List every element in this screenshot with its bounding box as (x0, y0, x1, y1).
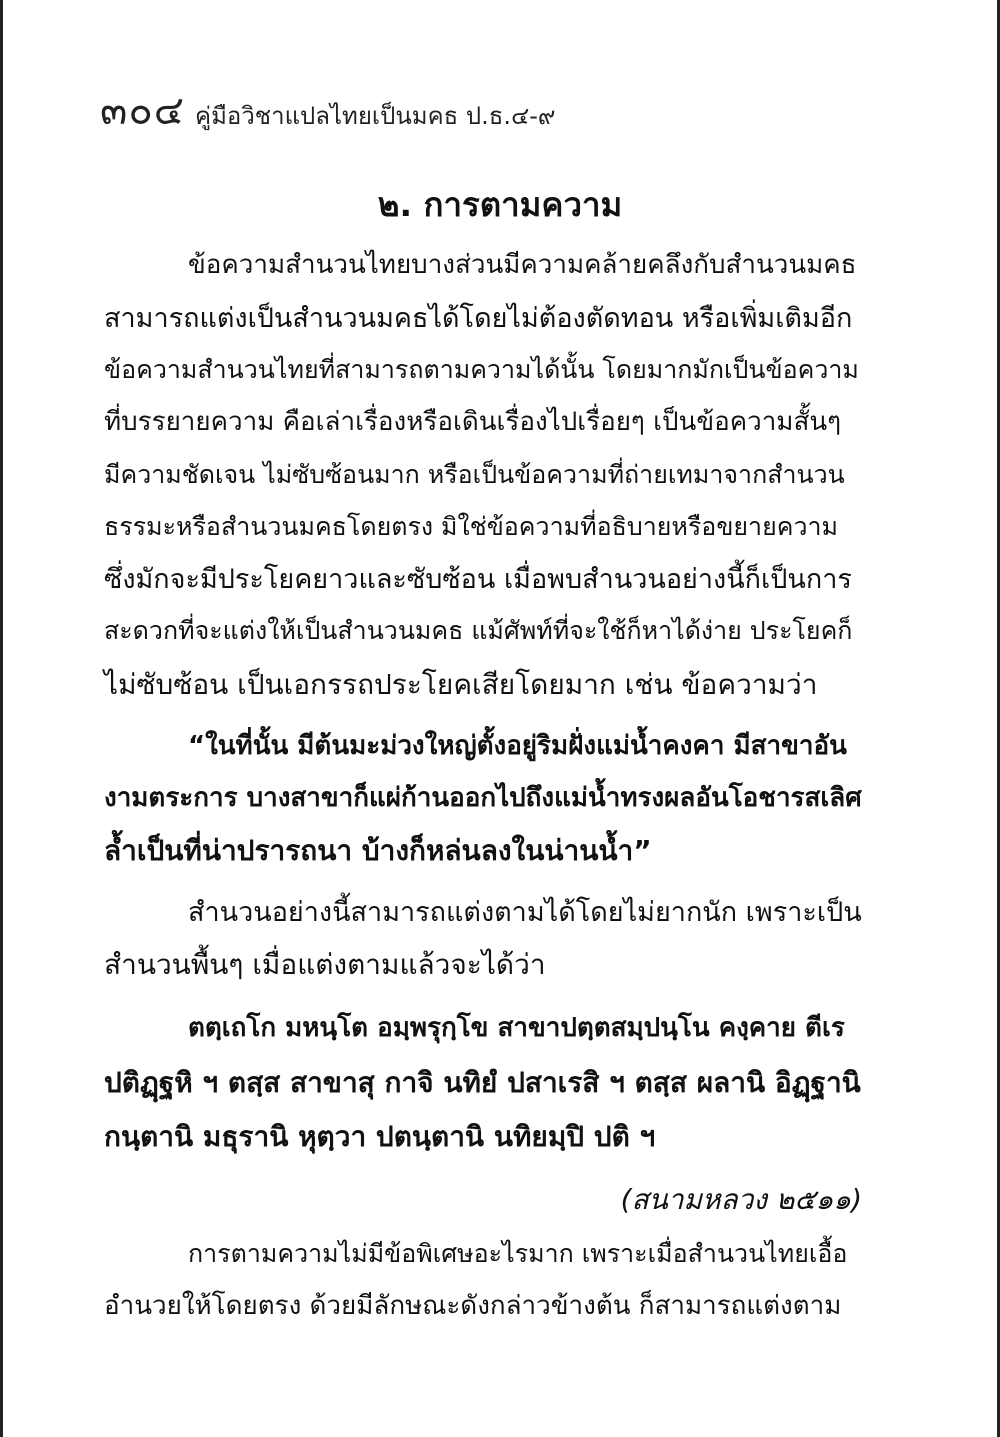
paragraph-line: ข้อความสำนวนไทยที่สามารถตามความได้นั้น โดยมากมักเป็นข้อความ (104, 355, 859, 384)
book-title: คู่มือวิชาแปลไทยเป็นมคธ ป.ธ.๔-๙ (195, 102, 556, 130)
running-header (100, 78, 555, 142)
quote-line: “ในที่นั้น มีต้นมะม่วงใหญ่ตั้งอยู่ริมฝั่งแม่น้ำคงคา มีสาขาอัน (188, 731, 847, 761)
quote-line: งามตระการ บางสาขาก็แผ่ก้านออกไปถึงแม่น้ำทรงผลอันโอชารสเลิศ (104, 783, 862, 813)
pali-line: ปติฏฺฐหิ ฯ ตสฺส สาขาสุ กาจิ นทิยํ ปสาเรสิ ฯ ตสฺส ผลานิ อิฏฺฐานิ (104, 1066, 861, 1099)
quote-line: ล้ำเป็นที่น่าปรารถนา บ้างก็หล่นลงในน่านน้ำ” (104, 834, 652, 867)
paragraph-line: ธรรมะหรือสำนวนมคธโดยตรง มิใช่ข้อความที่อธิบายหรือขยายความ (104, 512, 839, 541)
paragraph-line: การตามความไม่มีข้อพิเศษอะไรมาก เพราะเมื่อสำนวนไทยเอื้อ (188, 1239, 848, 1268)
paragraph-line: สำนวนอย่างนี้สามารถแต่งตามได้โดยไม่ยากนัก เพราะเป็น (188, 897, 862, 928)
paragraph-line: สามารถแต่งเป็นสำนวนมคธได้โดยไม่ต้องตัดทอน หรือเพิ่มเติมอีก (104, 303, 853, 334)
paragraph-line: สำนวนพื้นๆ เมื่อแต่งตามแล้วจะได้ว่า (104, 948, 546, 981)
paragraph-line: อำนวยให้โดยตรง ด้วยมีลักษณะดังกล่าวข้างต้น ก็สามารถแต่งตาม (104, 1291, 842, 1321)
pali-line: ตตฺเถโก มหนฺโต อมฺพรุกฺโข สาขาปตฺตสมฺปนฺโน คงฺคาย ตีเร (188, 1013, 845, 1043)
paragraph-line: ซึ่งมักจะมีประโยคยาวและซับซ้อน เมื่อพบสำนวนอย่างนี้ก็เป็นการ (104, 564, 852, 595)
pali-line: กนฺตานิ มธุรานิ หุตฺวา ปตนฺตานิ นทิยมฺปิ ปติ ฯ (104, 1120, 656, 1153)
paragraph-line: มีความชัดเจน ไม่ซับซ้อนมาก หรือเป็นข้อความที่ถ่ายเทมาจากสำนวน (104, 460, 845, 489)
paragraph-line: สะดวกที่จะแต่งให้เป็นสำนวนมคธ แม้ศัพท์ที่จะใช้ก็หาได้ง่าย ประโยคก็ (104, 616, 853, 645)
paragraph-line: ที่บรรยายความ คือเล่าเรื่องหรือเดินเรื่องไปเรื่อยๆ เป็นข้อความสั้นๆ (104, 407, 842, 437)
paragraph-line: ข้อความสำนวนไทยบางส่วนมีความคล้ายคลึงกับสำนวนมคธ (188, 250, 857, 280)
citation: (สนามหลวง ๒๕๑๑) (620, 1183, 862, 1216)
page-number: ๓๐๔ (100, 88, 186, 134)
paragraph-line: ไม่ซับซ้อน เป็นเอกรรถประโยคเสียโดยมาก เช่น ข้อความว่า (104, 668, 818, 701)
section-title: ๒. การตามความ (377, 185, 623, 224)
